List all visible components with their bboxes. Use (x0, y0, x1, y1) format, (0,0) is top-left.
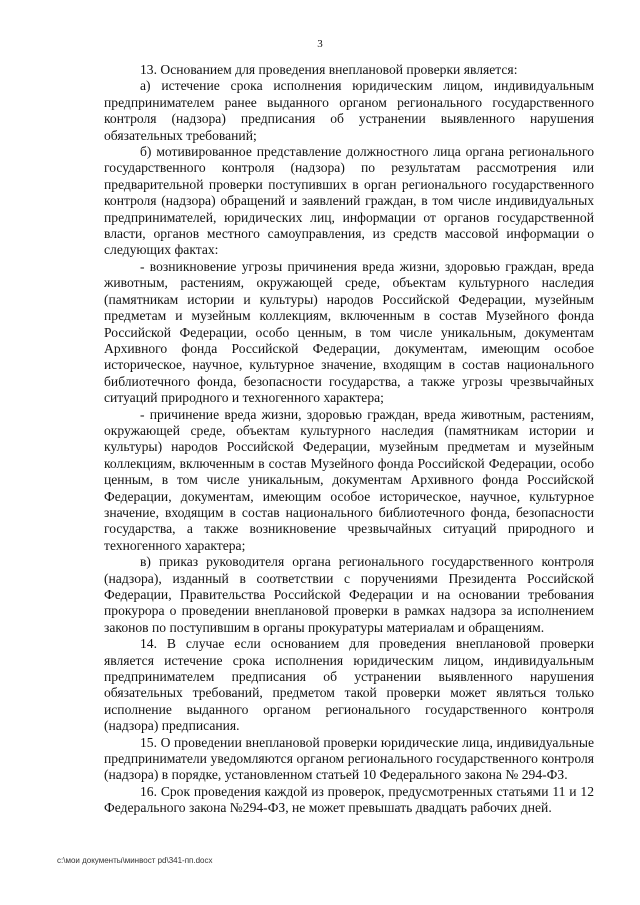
paragraph-15: 15. О проведении внеплановой проверки юридические лица, индивидуальные предприниматели уведомляются органом регионального государственного контроля (надзора) в порядке, установленном статьей 10 Федерального закона № 294-ФЗ. (104, 734, 594, 783)
document-body (104, 62, 594, 817)
paragraph-13b-harm: - причинение вреда жизни, здоровью граждан, вреда животным, растениям, окружающей среде, объектам культурного наследия (памятникам истории и культуры) народов Российской Федерации, музейным предметам и музейным коллекциям, включенным в состав Музейного фонда Российской Федерации, особо ценным, в том числе уникальным, документам Архивного фонда Российской Федерации, документам, имеющим особое историческое, научное, культурное значение, входящим в состав национального библиотечного фонда, безопасности государства, а также возникновение чрезвычайных ситуаций природного и техногенного характера; (104, 406, 594, 553)
paragraph-14: 14. В случае если основанием для проведения внеплановой проверки является истечение срока исполнения юридическим лицом, индивидуальным предпринимателем предписания об устранении выявленного нарушения обязательных требований, предметом такой проверки может являться только исполнение выданного органом регионального государственного контроля (надзора) предписания. (104, 636, 594, 734)
paragraph-13b: б) мотивированное представление должностного лица органа регионального государственного контроля (надзора) по результатам рассмотрения или предварительной проверки поступивших в орган регионального государственного контроля (надзора) обращений и заявлений граждан, в том числе индивидуальных предпринимателей, юридических лиц, информации от органов государственной власти, органов местного самоуправления, из средств массовой информации о следующих фактах: (104, 144, 594, 258)
paragraph-13: 13. Основанием для проведения внеплановой проверки является: (140, 62, 518, 77)
paragraph-13a: а) истечение срока исполнения юридическим лицом, индивидуальным предпринимателем ранее выданного органом регионального государственного контроля (надзора) предписания об устранении выявленного нарушения обязательных требований; (104, 78, 594, 143)
footer-file-path: c:\мои документы\минвост pd\341-пп.docx (57, 856, 213, 865)
paragraph-16: 16. Срок проведения каждой из проверок, предусмотренных статьями 11 и 12 Федерального закона №294-ФЗ, не может превышать двадцать рабочих дней. (104, 783, 594, 816)
paragraph-13v: в) приказ руководителя органа регионального государственного контроля (надзора), изданный в соответствии с поручениями Президента Российской Федерации, Правительства Российской Федерации и на основании требования прокурора о проведении внеплановой проверки в рамках надзора за исполнением законов по поступившим в органы прокуратуры материалам и обращениям. (104, 554, 594, 635)
paragraph-13b-threat: - возникновение угрозы причинения вреда жизни, здоровью граждан, вреда животным, растениям, окружающей среде, объектам культурного наследия (памятникам истории и культуры) народов Российской Федерации, музейным предметам и музейным коллекциям, включенным в состав Музейного фонда Российской Федерации, особо ценным, в том числе уникальным, документам Архивного фонда Российской Федерации, документам, имеющим особое историческое, научное, культурное значение, входящим в состав национального библиотечного фонда, безопасности государства, а также угрозы чрезвычайных ситуаций природного и техногенного характера; (104, 258, 594, 406)
page-number: 3 (317, 38, 323, 50)
